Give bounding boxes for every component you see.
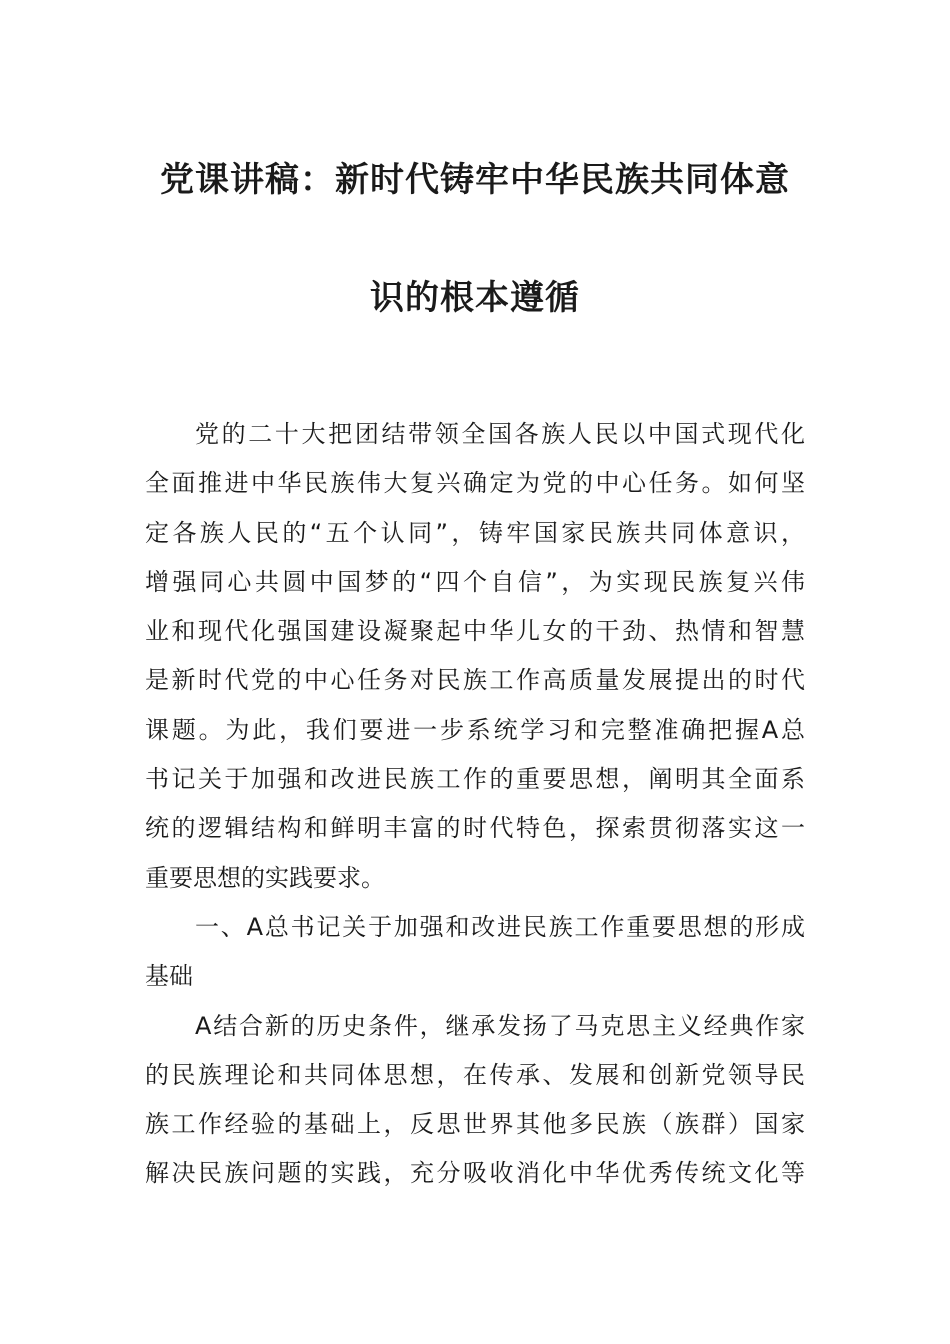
paragraph-line: 的民族理论和共同体思想，在传承、发展和创新党领导民	[145, 1060, 805, 1089]
paragraph-line: 书记关于加强和改进民族工作的重要思想，阐明其全面系	[145, 765, 805, 794]
paragraph-line: A结合新的历史条件，继承发扬了马克思主义经典作家	[195, 1011, 805, 1040]
section-heading-line: 基础	[145, 962, 193, 991]
paragraph-line: 是新时代党的中心任务对民族工作高质量发展提出的时代	[145, 666, 805, 695]
paragraph-line: 解决民族问题的实践，充分吸收消化中华优秀传统文化等	[145, 1159, 805, 1188]
paragraph-line: 课题。为此，我们要进一步系统学习和完整准确把握A总	[145, 715, 805, 744]
document-title-line-2: 识的根本遵循	[370, 278, 580, 318]
paragraph-line: 定各族人民的“五个认同”，铸牢国家民族共同体意识，	[145, 518, 805, 547]
paragraph-line: 族工作经验的基础上，反思世界其他多民族（族群）国家	[145, 1110, 805, 1139]
paragraph-line: 业和现代化强国建设凝聚起中华儿女的干劲、热情和智慧	[145, 617, 805, 646]
paragraph-line: 全面推进中华民族伟大复兴确定为党的中心任务。如何坚	[145, 469, 805, 498]
paragraph-line: 重要思想的实践要求。	[145, 863, 385, 892]
paragraph-line: 党的二十大把团结带领全国各族人民以中国式现代化	[195, 420, 805, 448]
section-heading-line: 一、A总书记关于加强和改进民族工作重要思想的形成	[195, 912, 805, 941]
document-body	[145, 410, 805, 1199]
document-title-line-1: 党课讲稿：新时代铸牢中华民族共同体意	[160, 160, 790, 200]
paragraph-line: 统的逻辑结构和鲜明丰富的时代特色，探索贯彻落实这一	[145, 814, 805, 843]
paragraph-line: 增强同心共圆中国梦的“四个自信”，为实现民族复兴伟	[145, 567, 805, 596]
